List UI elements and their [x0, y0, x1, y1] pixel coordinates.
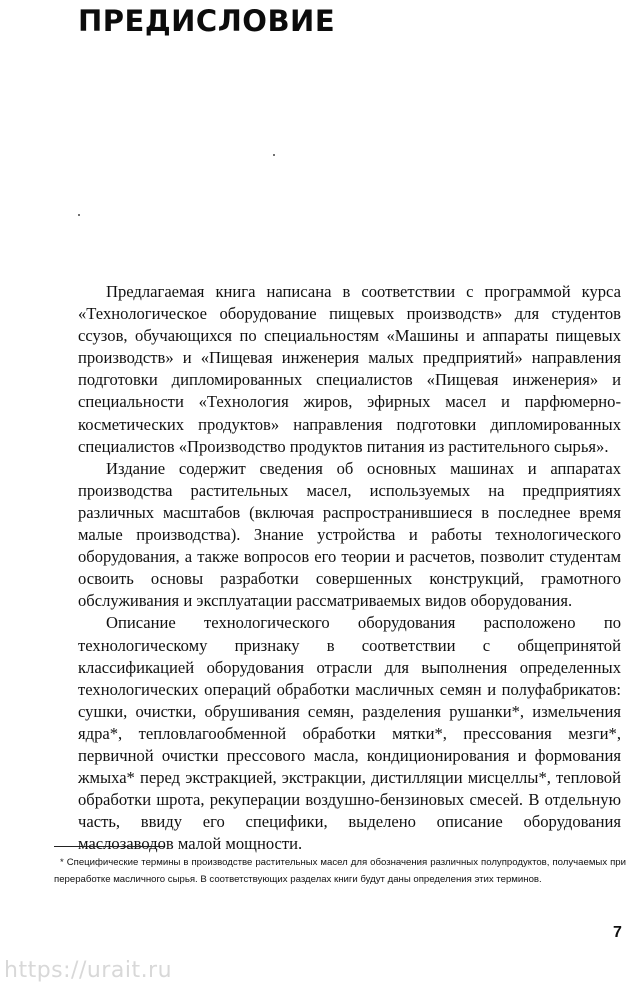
footnote: * Специфические термины в производстве растительных масел для обозначения различных полупродуктов, получаемых при переработке масличного сырья. В соответствующих разделах книги будут даны определения этих терминов. [54, 857, 626, 885]
page-number: 7 [613, 924, 622, 941]
paragraph: Предлагаемая книга написана в соответствии с программой курса «Технологическое оборудование пищевых производств» для студентов ссузов, обучающихся по специальностям «Машины и аппараты пищевых производств» и «Пищевая инженерия малых предприятий» направления подготовки дипломированных специалистов «Пищевая инженерия» и специальности «Технология жиров, эфирных масел и парфюмерно-косметических продуктов» направления подготовки дипломированных специалистов «Производство продуктов питания из растительного сырья». [78, 282, 621, 456]
paragraph: Описание технологического оборудования расположено по технологическому признаку в соответствии с общепринятой классификацией оборудования отрасли для выполнения определенных технологических операций обработки масличных семян и полуфабрикатов: сушки, очистки, обрушивания семян, разделения рушанки*, измельчения ядра*, тепловлагообменной обработки мятки*, прессования мезги*, первичной очистки прессового масла, кондиционирования и формования жмыха* перед экстракцией, экстракции, дистилляции мисцеллы*, тепловой обработки шрота, рекуперации воздушно-бензиновых смесей. В отдельную часть, ввиду его специфики, выделено описание оборудования маслозаводов малой мощности. [78, 613, 621, 854]
scan-speck [78, 214, 80, 216]
footnote-divider [54, 846, 164, 847]
watermark: https://urait.ru [4, 958, 173, 983]
page-title: ПРЕДИСЛОВИЕ [78, 4, 336, 38]
paragraph: Издание содержит сведения об основных машинах и аппаратах производства растительных масел, используемых на предприятиях различных масштабов (включая распространившиеся в последнее время малые производства). Знание устройства и работы технологического оборудования, а также вопросов его теории и расчетов, позволит студентам освоить основы разработки совершенных конструкций, грамотного обслуживания и эксплуатации рассматриваемых видов оборудования. [78, 458, 621, 611]
scan-speck [273, 154, 275, 156]
preface-body [78, 281, 621, 855]
